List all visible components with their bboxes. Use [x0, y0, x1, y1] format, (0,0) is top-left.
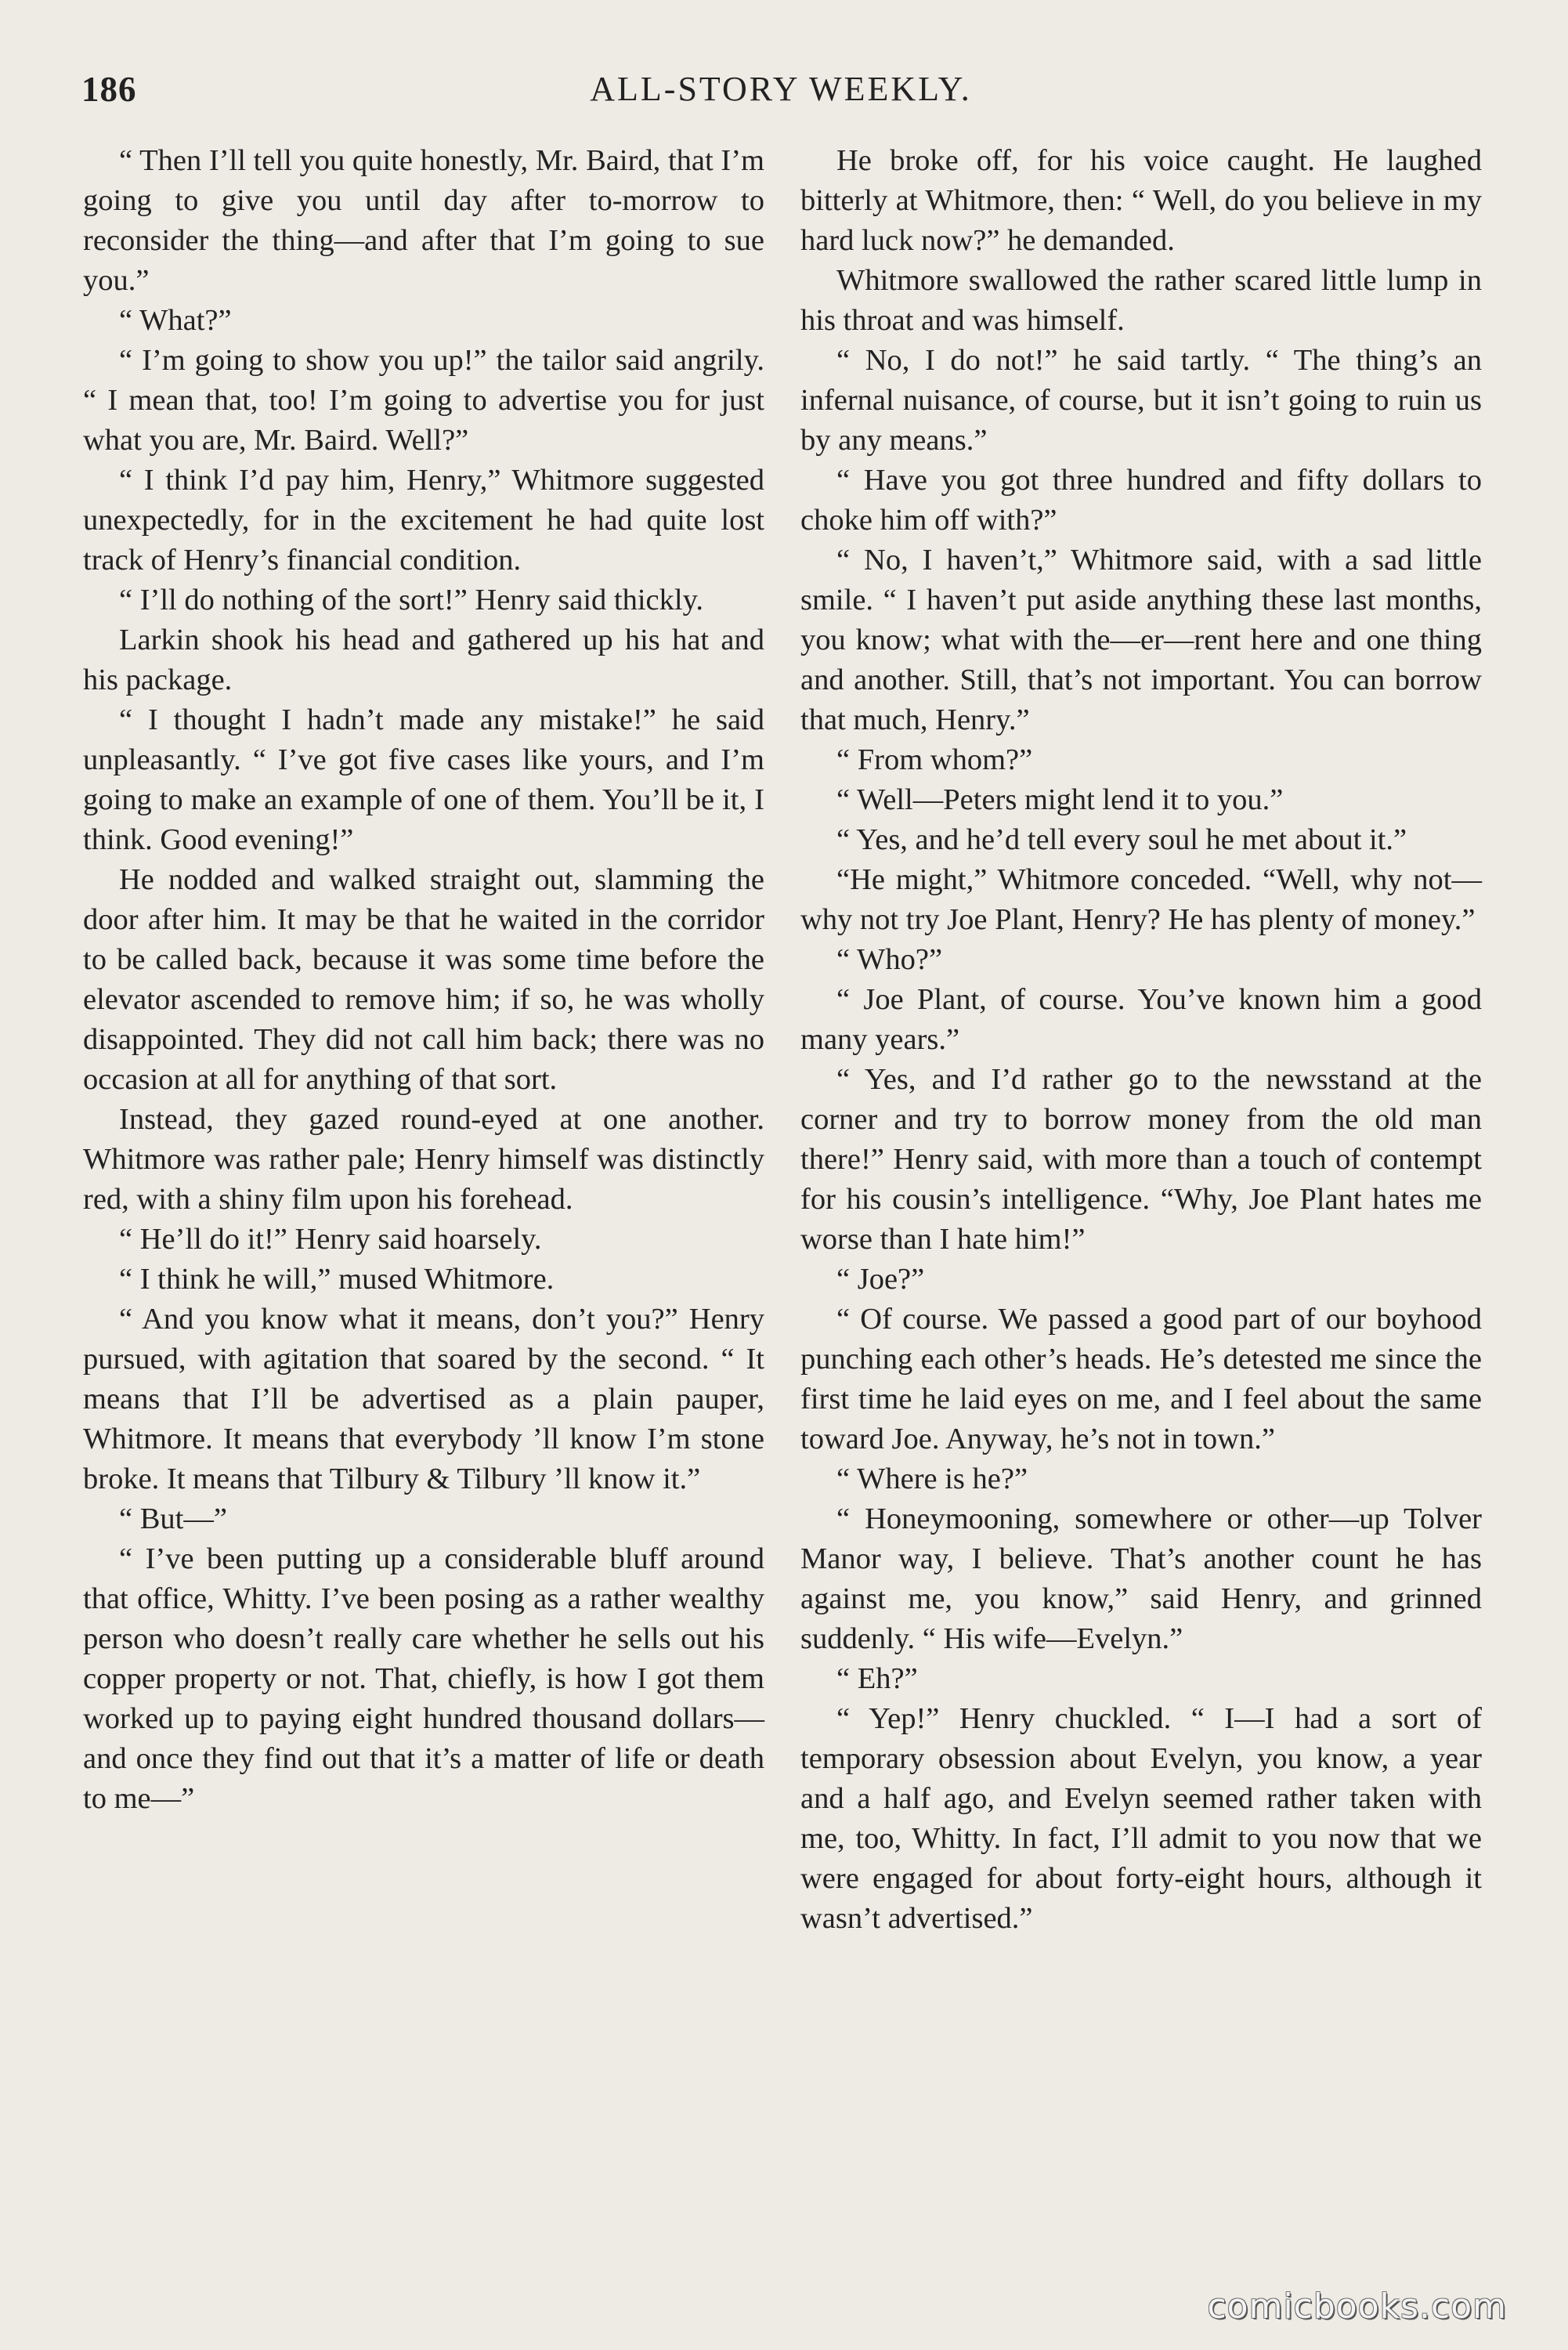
- paragraph: “ Honeymooning, somewhere or other—up Tolver Manor way, I believe. That’s another count he has against me, you know,” said Henry, and grinned suddenly. “ His wife—Evelyn.”: [800, 1502, 1482, 1655]
- page-number: 186: [81, 70, 137, 109]
- paragraph: He broke off, for his voice caught. He laughed bitterly at Whitmore, then: “ Well, do you believe in my hard luck now?” he demanded.: [800, 144, 1482, 257]
- paragraph: “ I’m going to show you up!” the tailor said angrily. “ I mean that, too! I’m going to advertise you for just what you are, Mr. Baird. Well?”: [83, 344, 764, 457]
- paragraph: He nodded and walked straight out, slamming the door after him. It may be that he waited in the corridor to be called back, because it was some time before the elevator ascended to remove him; if so, he was wholly disappointed. They did not call him back; there was no occasion at all for anything of that sort.: [83, 863, 764, 1096]
- paragraph: “ Well—Peters might lend it to you.”: [836, 783, 1284, 816]
- paragraph: “ I think he will,” mused Whitmore.: [119, 1263, 555, 1296]
- paragraph: “ He’ll do it!” Henry said hoarsely.: [119, 1223, 542, 1256]
- paragraph: “ Who?”: [836, 943, 943, 976]
- paragraph: Instead, they gazed round-eyed at one another. Whitmore was rather pale; Henry himself was distinctly red, with a shiny film upon his forehead.: [83, 1103, 764, 1216]
- page-header: [81, 69, 1480, 116]
- left-column: [83, 141, 764, 1819]
- paragraph: “ Joe Plant, of course. You’ve known him a good many years.”: [800, 983, 1482, 1056]
- running-head: ALL-STORY WEEKLY.: [590, 70, 972, 108]
- paragraph: “ I thought I hadn’t made any mistake!” he said unpleasantly. “ I’ve got five cases like yours, and I’m going to make an example of one of them. You’ll be it, I think. Good evening!”: [83, 703, 764, 856]
- paragraph: “ Yes, and I’d rather go to the newsstand at the corner and try to borrow money from the old man there!” Henry said, with more than a touch of contempt for his cousin’s intelligence. “Why, Joe Plant hates me worse than I hate him!”: [800, 1063, 1482, 1256]
- paragraph: “ What?”: [119, 304, 232, 337]
- paragraph: “ And you know what it means, don’t you?” Henry pursued, with agitation that soared by the second. “ It means that I’ll be advertised as a plain pauper, Whitmore. It means that everybody ’ll know I’m stone broke. It means that Tilbury & Tilbury ’ll know it.”: [83, 1303, 764, 1495]
- paragraph: “He might,” Whitmore conceded. “Well, why not—why not try Joe Plant, Henry? He has plenty of money.”: [800, 863, 1482, 936]
- paragraph: “ I’ve been putting up a considerable bluff around that office, Whitty. I’ve been posing as a rather wealthy person who doesn’t really care whether he sells out his copper property or not. That, chiefly, is how I got them worked up to paying eight hundred thousand dollars—and once they find out that it’s a matter of life or death to me—”: [83, 1542, 764, 1815]
- paragraph: Whitmore swallowed the rather scared little lump in his throat and was himself.: [800, 264, 1482, 337]
- paragraph: “ I’ll do nothing of the sort!” Henry said thickly.: [119, 584, 703, 616]
- paragraph: “ Yes, and he’d tell every soul he met about it.”: [836, 823, 1407, 856]
- paragraph: “ Yep!” Henry chuckled. “ I—I had a sort of temporary obsession about Evelyn, you know, a year and a half ago, and Evelyn seemed rather taken with me, too, Whitty. In fact, I’ll admit to you now that we were engaged for about forty-eight hours, although it wasn’t advertised.”: [800, 1702, 1482, 1935]
- paragraph: “ Joe?”: [836, 1263, 925, 1296]
- paragraph: “ No, I do not!” he said tartly. “ The thing’s an infernal nuisance, of course, but it isn’t going to ruin us by any means.”: [800, 344, 1482, 457]
- paragraph: “ Eh?”: [836, 1662, 918, 1695]
- paragraph: “ No, I haven’t,” Whitmore said, with a sad little smile. “ I haven’t put aside anything these last months, you know; what with the—er—rent here and one thing and another. Still, that’s not important. You can borrow that much, Henry.”: [800, 544, 1482, 736]
- right-column: [800, 141, 1482, 1939]
- paragraph: “ Where is he?”: [836, 1462, 1028, 1495]
- paragraph: “ Of course. We passed a good part of our boyhood punching each other’s heads. He’s detested me since the first time he laid eyes on me, and I feel about the same toward Joe. Anyway, he’s not in town.”: [800, 1303, 1482, 1455]
- paragraph: “ But—”: [119, 1502, 227, 1535]
- paragraph: “ From whom?”: [836, 743, 1033, 776]
- paragraph: “ Have you got three hundred and fifty dollars to choke him off with?”: [800, 464, 1482, 537]
- site-watermark: comicbooks.com: [1207, 2287, 1507, 2326]
- paragraph: “ Then I’ll tell you quite honestly, Mr. Baird, that I’m going to give you until day after to-morrow to reconsider the thing—and after that I’m going to sue you.”: [83, 144, 764, 297]
- paragraph: Larkin shook his head and gathered up his hat and his package.: [83, 624, 764, 696]
- paragraph: “ I think I’d pay him, Henry,” Whitmore suggested unexpectedly, for in the excitement he had quite lost track of Henry’s financial condition.: [83, 464, 764, 577]
